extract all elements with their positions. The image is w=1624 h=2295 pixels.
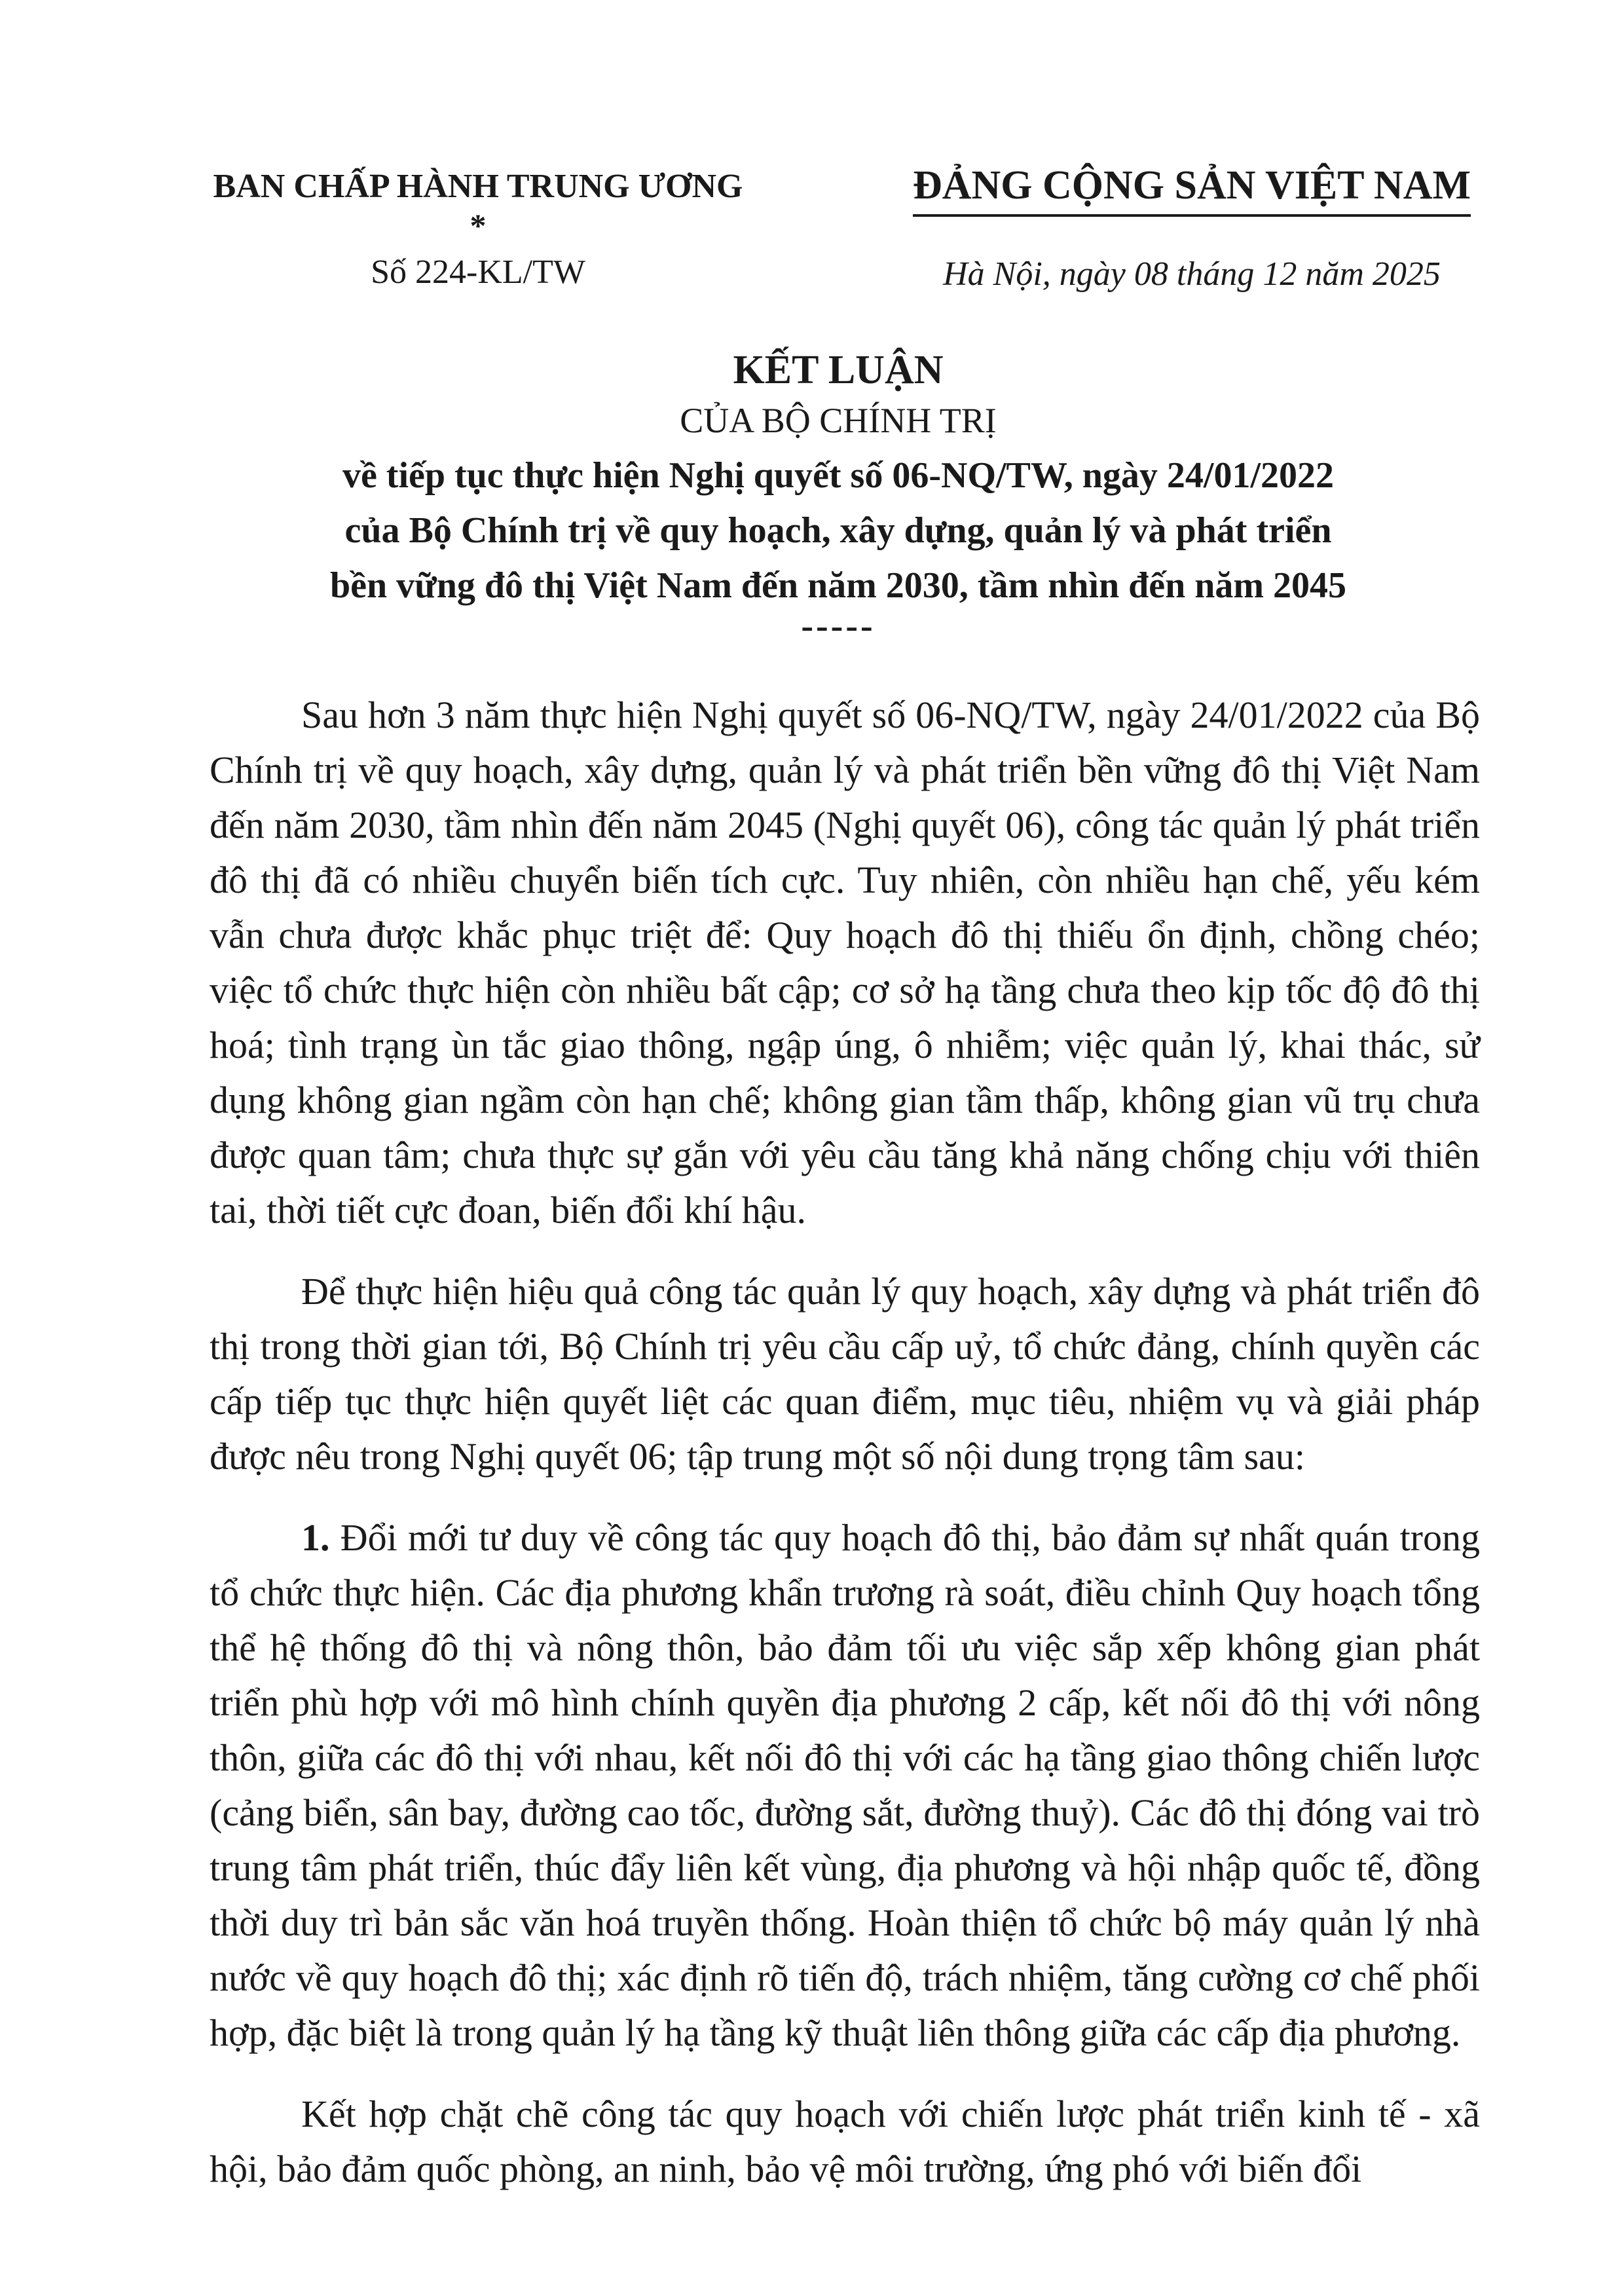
document-body [210, 688, 1480, 2223]
document-number: Số 224-KL/TW [371, 253, 585, 291]
party-header [904, 162, 1480, 293]
title-block [196, 347, 1480, 646]
paragraph-3 [210, 1510, 1480, 2061]
subject-line-3: bền vững đô thị Việt Nam đến năm 2030, tầm nhìn đến năm 2045 [329, 565, 1347, 606]
org-name: BAN CHẤP HÀNH TRUNG ƯƠNG [213, 168, 743, 205]
subject-line-1: về tiếp tục thực hiện Nghị quyết số 06-NQ/TW, ngày 24/01/2022 [342, 455, 1335, 496]
party-name: ĐẢNG CỘNG SẢN VIỆT NAM [913, 162, 1471, 217]
paragraph-3-text: Đổi mới tư duy về công tác quy hoạch đô thị, bảo đảm sự nhất quán trong tổ chức thực hiện. Các địa phương khẩn trương rà soát, điều chỉnh Quy hoạch tổng thể hệ thống đô thị và nông thôn, bảo đảm tối ưu việc sắp xếp không gian phát triển phù hợp với mô hình chính quyền địa phương 2 cấp, kết nối đô thị với nông thôn, giữa các đô thị với nhau, kết nối đô thị với các hạ tầng giao thông chiến lược (cảng biển, sân bay, đường cao tốc, đường sắt, đường thuỷ). Các đô thị đóng vai trò trung tâm phát triển, thúc đẩy liên kết vùng, địa phương và hội nhập quốc tế, đồng thời duy trì bản sắc văn hoá truyền thống. Hoàn thiện tổ chức bộ máy quản lý nhà nước về quy hoạch đô thị; xác định rõ tiến độ, trách nhiệm, tăng cường cơ chế phối hợp, đặc biệt là trong quản lý hạ tầng kỹ thuật liên thông giữa các cấp địa phương. [210, 1516, 1480, 2054]
document-type: KẾT LUẬN [733, 348, 944, 392]
paragraph-4: Kết hợp chặt chẽ công tác quy hoạch với chiến lược phát triển kinh tế - xã hội, bảo đảm quốc phòng, an ninh, bảo vệ môi trường, ứng phó với biến đổi [210, 2093, 1480, 2190]
title-separator: ----- [801, 606, 876, 646]
issuer-header [190, 167, 766, 291]
paragraph-2: Để thực hiện hiệu quả công tác quản lý quy hoạch, xây dựng và phát triển đô thị trong thời gian tới, Bộ Chính trị yêu cầu cấp uỷ, tổ chức đảng, chính quyền các cấp tiếp tục thực hiện quyết liệt các quan điểm, mục tiêu, nhiệm vụ và giải pháp được nêu trong Nghị quyết 06; tập trung một số nội dung trọng tâm sau: [210, 1270, 1480, 1478]
subject-line-2: của Bộ Chính trị về quy hoạch, xây dựng, quản lý và phát triển [344, 510, 1332, 551]
asterisk-mark: * [470, 207, 487, 244]
section-number: 1. [301, 1516, 330, 1559]
paragraph-1: Sau hơn 3 năm thực hiện Nghị quyết số 06-NQ/TW, ngày 24/01/2022 của Bộ Chính trị về quy hoạch, xây dựng, quản lý và phát triển bền vững đô thị Việt Nam đến năm 2030, tầm nhìn đến năm 2045 (Nghị quyết 06), công tác quản lý phát triển đô thị đã có nhiều chuyển biến tích cực. Tuy nhiên, còn nhiều hạn chế, yếu kém vẫn chưa được khắc phục triệt để: Quy hoạch đô thị thiếu ổn định, chồng chéo; việc tổ chức thực hiện còn nhiều bất cập; cơ sở hạ tầng chưa theo kịp tốc độ đô thị hoá; tình trạng ùn tắc giao thông, ngập úng, ô nhiễm; việc quản lý, khai thác, sử dụng không gian ngầm còn hạn chế; không gian tầm thấp, không gian vũ trụ chưa được quan tâm; chưa thực sự gắn với yêu cầu tăng khả năng chống chịu với thiên tai, thời tiết cực đoan, biến đổi khí hậu. [210, 694, 1480, 1231]
date-place: Hà Nội, ngày 08 tháng 12 năm 2025 [943, 255, 1441, 293]
document-issuer: CỦA BỘ CHÍNH TRỊ [680, 401, 997, 440]
